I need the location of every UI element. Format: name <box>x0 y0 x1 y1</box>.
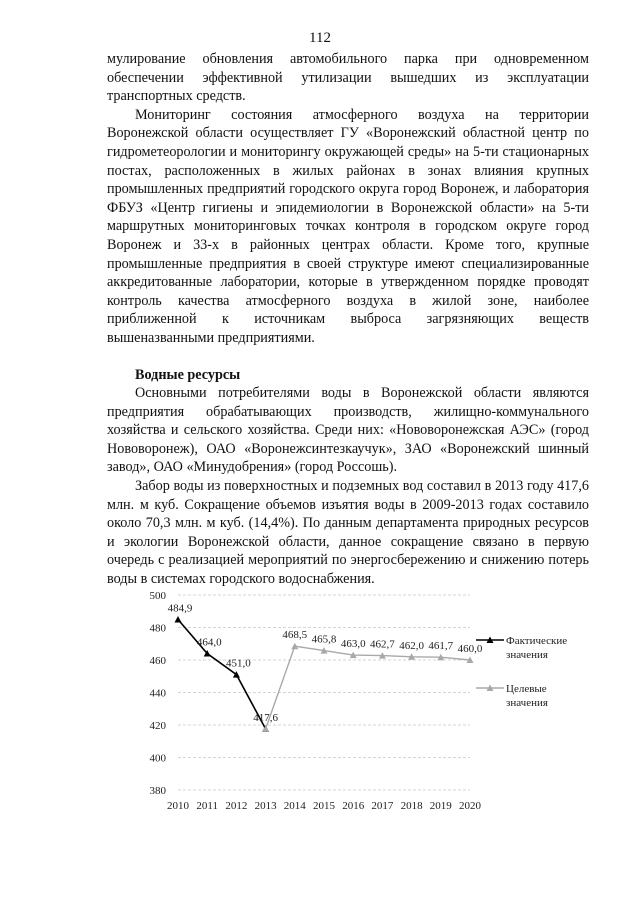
data-label: 464,0 <box>196 636 222 649</box>
y-tick-label: 480 <box>149 622 166 635</box>
paragraph-water-intake: Забор воды из поверхностных и подземных вод составил в 2013 году 417,6 млн. м куб. Сокращение объемов изъятия воды в 2009-2013 годах составило около 70,3 млн. м куб. (14,4%). По данным департамента природных ресурсов и экологии Воронежской области, данное сокращение связано в первую очередь с реализацией мероприятий по энергосбережению и снижению потерь воды в системах городского водоснабжения. <box>107 478 589 588</box>
x-tick-label: 2011 <box>196 800 218 812</box>
data-label: 465,8 <box>311 633 337 646</box>
x-tick-label: 2010 <box>167 800 189 812</box>
water-intake-chart <box>130 580 600 825</box>
x-tick-label: 2017 <box>371 800 394 812</box>
data-label: 462,0 <box>399 639 424 652</box>
y-tick-label: 400 <box>149 752 166 765</box>
paragraph-water-consumers: Основными потребителями воды в Воронежской области являются предприятия обрабатывающих производств, жилищно-коммунального хозяйства и сельского хозяйства. Среди них: «Нововоронежская АЭС» (город Нововоронеж), ОАО «Воронежсинтезкаучук», ЗАО «Воронежский шинный завод», ОАО «Минудобрения» (город Россошь). <box>107 385 589 476</box>
y-tick-label: 380 <box>149 785 166 797</box>
section-heading-water: Водные ресурсы <box>135 366 241 383</box>
data-label: 463,0 <box>340 638 366 651</box>
data-label: 484,9 <box>167 602 193 615</box>
data-label: 468,5 <box>282 629 308 642</box>
chart-svg <box>130 580 600 825</box>
data-label: 417,6 <box>253 711 278 724</box>
paragraph-air-monitoring: Мониторинг состояния атмосферного воздуха на территории Воронежской области осуществляет ГУ «Воронежский областной центр по гидрометеорологии и мониторингу окружающей среды» на 5-ти стационарных постах, расположенных в жилых районах в зонах влияния крупных промышленных предприятий городского округа город Воронеж, и лаборатория ФБУЗ «Центр гигиены и эпидемиологии в Воронежской области» на 5-ти маршрутных мониторинговых точках контроля в городском округе город Воронеж и 33-х в районных центрах области. Кроме того, крупные промышленные предприятия в своей структуре имеют специализированные аккредитованные лаборатории, которые в утвержденном порядке проводят контроль качества атмосферного воздуха в жилой зоне, наиболее приближенной к источникам выброса загрязняющих веществ вышеназванными предприятиями. <box>107 106 589 346</box>
x-tick-label: 2013 <box>254 800 277 812</box>
legend-label: Целевые <box>506 683 547 695</box>
x-tick-label: 2018 <box>400 800 423 812</box>
x-tick-label: 2015 <box>313 800 335 812</box>
paragraph-continuation: мулирование обновления автомобильного парка при одновременном обеспечении эффективной утилизации вышедших из эксплуатации транспортных средств. <box>107 51 589 105</box>
legend-label: значения <box>506 649 548 661</box>
legend-label: Фактические <box>506 635 568 647</box>
y-tick-label: 420 <box>149 720 166 732</box>
y-tick-label: 500 <box>149 590 166 602</box>
data-point-target <box>262 725 269 732</box>
data-label: 460,0 <box>457 643 483 655</box>
x-tick-label: 2012 <box>225 800 248 812</box>
data-label: 461,7 <box>428 640 454 653</box>
x-tick-label: 2020 <box>459 800 481 812</box>
data-label: 451,0 <box>226 657 251 670</box>
x-tick-label: 2014 <box>283 800 306 812</box>
data-label: 462,7 <box>370 638 395 651</box>
document-body <box>107 50 589 589</box>
y-tick-label: 460 <box>149 655 166 667</box>
data-point-actual <box>175 616 182 623</box>
y-tick-label: 440 <box>149 687 166 700</box>
x-tick-label: 2016 <box>342 800 365 812</box>
legend-label: значения <box>506 697 548 709</box>
x-tick-label: 2019 <box>429 800 452 812</box>
page-number: 112 <box>309 30 331 46</box>
